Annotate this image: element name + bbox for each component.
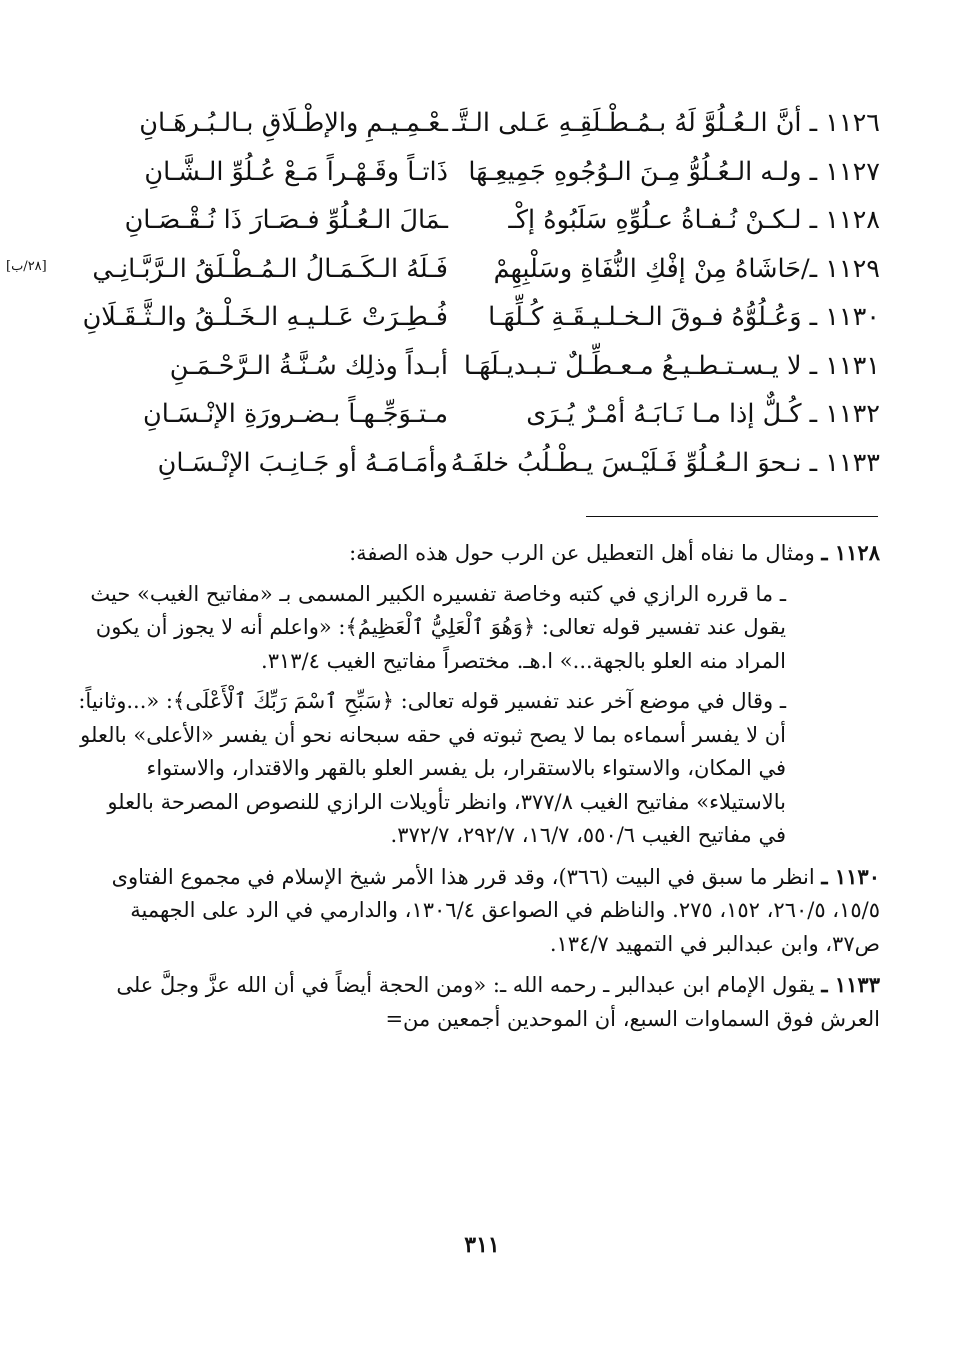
verse-second-hemistich: أبـداً وذلِك سُـنَّـةُ الـرَّحْـمَـنِ [169, 350, 448, 381]
footnote-text: انظر ما سبق في البيت (٣٦٦)، وقد قرر هذا الأمر شيخ الإسلام في مجموع الفتاوى ١٥/٥، ٢٦٠/٥، ١٥٢، ٢٧٥. والناظم في الصواعق ١٣٠٦/٤، والدارمي في الرد على الجهمية ص٣٧، وابن عبدالبر في التمهيد ١٣٤/٧. [111, 864, 880, 956]
verse-second-hemistich: فَـلَهُ الـكَـمَـالُ الـمُـطْـلَقُ الـرَّبَّـانِـي [92, 253, 448, 284]
verse-second-hemistich: وأمَـامَـهُ أو جَـانِـبَ الإنْـسَـانِ [157, 447, 448, 478]
footnote-number: ١١٢٨ ـ [821, 540, 880, 565]
footnote-text: يقول الإمام ابن عبدالبر ـ رحمه الله ـ: «ومن الحجة أيضاً في أن الله عزَّ وجلَّ على العرش فوق السماوات السبع، أن الموحدين أجمعين من= [116, 973, 880, 1031]
manuscript-folio-marker: [٢٨/ب] [6, 258, 47, 274]
verse-second-hemistich: ـعْـمِـيـمِ والإطْـلَاقِ بـالـبُـرهَـانِ [139, 108, 448, 138]
verse-row [6, 246, 880, 295]
footnote-1130 [78, 860, 880, 962]
verse-second-hemistich: ذَاتـاً وقَـهْـراً مَـعْ عُـلُوِّ الـشَّـانِ [144, 156, 448, 187]
footnote-intro: ومثال ما نفاه أهل التعطيل عن الرب حول هذه الصفة: [349, 541, 815, 565]
verse-row [60, 440, 880, 489]
footnote-number: ١١٣٣ ـ [821, 972, 880, 997]
verse-first-hemistich: ١١٢٦ ـ أنَّ الـعُـلُوَّ لَهُ بـمُـطْـلَقِـهِ عَـلى الـتَّـ [452, 108, 880, 138]
verse-second-hemistich: فُـطِـرَتْ عَـلـيـهِ الـخَـلْـقُ والـثَّـقَـلَانِ [82, 302, 448, 332]
verse-first-hemistich: ١١٣٢ ـ كُـلٌّ إذا مـا نَـابَـهُ أمْـرٌ يُـرَى [526, 399, 880, 429]
verse-first-hemistich: ١١٢٩ ـ/حَاشَاهُ مِنْ إفْكِ النُّفَاةِ وسَلْبِهِمْ [493, 253, 880, 284]
poem-verses [6, 100, 880, 488]
footnote-paragraph: ـ وقال في موضع آخر عند تفسير قوله تعالى: ﴿سَبِّحِ ٱسْمَ رَبِّكَ ٱلْأَعْلَى﴾: «...وثانياً: أن لا يفسر أسماءه بما لا يصح ثبوته في حقه سبحانه نحو أن يفسر «الأعلى» بالعلو في المكان، والاستواء بالاستقرار، بل يفسر العلو بالقهر والاقتدار، والاستواء بالاستيلاء» مفاتيح الغيب ٣٧٧/٨، وانظر تأويلات الرازي للنصوص المصرحة بالعلو في مفاتيح الغيب ٥٥٠/٦، ١٦/٧، ٢٩٢/٧، ٣٧٢/٧. [78, 689, 786, 847]
footnotes [78, 536, 880, 1036]
verse-row [60, 100, 880, 149]
verse-row [60, 391, 880, 440]
verse-second-hemistich: مـتـوَجِّـهـاً بـضـرورَةِ الإنْـسَـانِ [142, 399, 448, 429]
verse-row [60, 294, 880, 343]
footnote-paragraph: ـ ما قرره الرازي في كتبه وخاصة تفسيره الكبير المسمى بـ «مفاتيح الغيب» حيث يقول عند تفسير قوله تعالى: ﴿وَهُوَ ٱلْعَلِيُّ ٱلْعَظِيمُ﴾: «واعلم أنه لا يجوز أن يكون المراد منه العلو بالجهة...» ا.هـ. مختصراً مفاتيح الغيب ٣١٣/٤. [90, 581, 786, 673]
verse-second-hemistich: ـمَالَ الـعُـلُوِّ فـصَـارَ ذَا نُـقْـصَـانِ [124, 205, 448, 235]
verse-first-hemistich: ١١٣٠ ـ وَعُـلُوُّهُ فـوقَ الـخـلـيـقَـةِ كُـلِّهَـا [488, 302, 880, 332]
verse-first-hemistich: ١١٢٨ ـ لـكـنْ نُـفـاةُ عـلُوِّهِ سَلَبُوهُ إكْـ [508, 205, 880, 235]
page-number: ٣١١ [464, 1232, 500, 1258]
verse-row [60, 343, 880, 392]
verse-first-hemistich: ١١٢٧ ـ ولـه الـعُـلُوُّ مِـنَ الـوُجُوهِ جَمِيعِـهَا [468, 156, 880, 187]
verse-row [60, 197, 880, 246]
verse-first-hemistich: ١١٣٣ ـ نـحوَ الـعُـلُوِّ فَـلَيْـسَ يـطْـلُبُ خلفَـهُ [450, 447, 880, 478]
verse-row [60, 149, 880, 198]
verse-first-hemistich: ١١٣١ ـ لا يـسـتـطـيـعُ مـعـطِّـلٌ تـبـديـلَهَـا [463, 350, 880, 381]
footnote-number: ١١٣٠ ـ [821, 863, 880, 889]
footnote-separator [586, 516, 878, 517]
footnote-1133 [78, 968, 880, 1036]
footnote-1128 [78, 536, 880, 571]
